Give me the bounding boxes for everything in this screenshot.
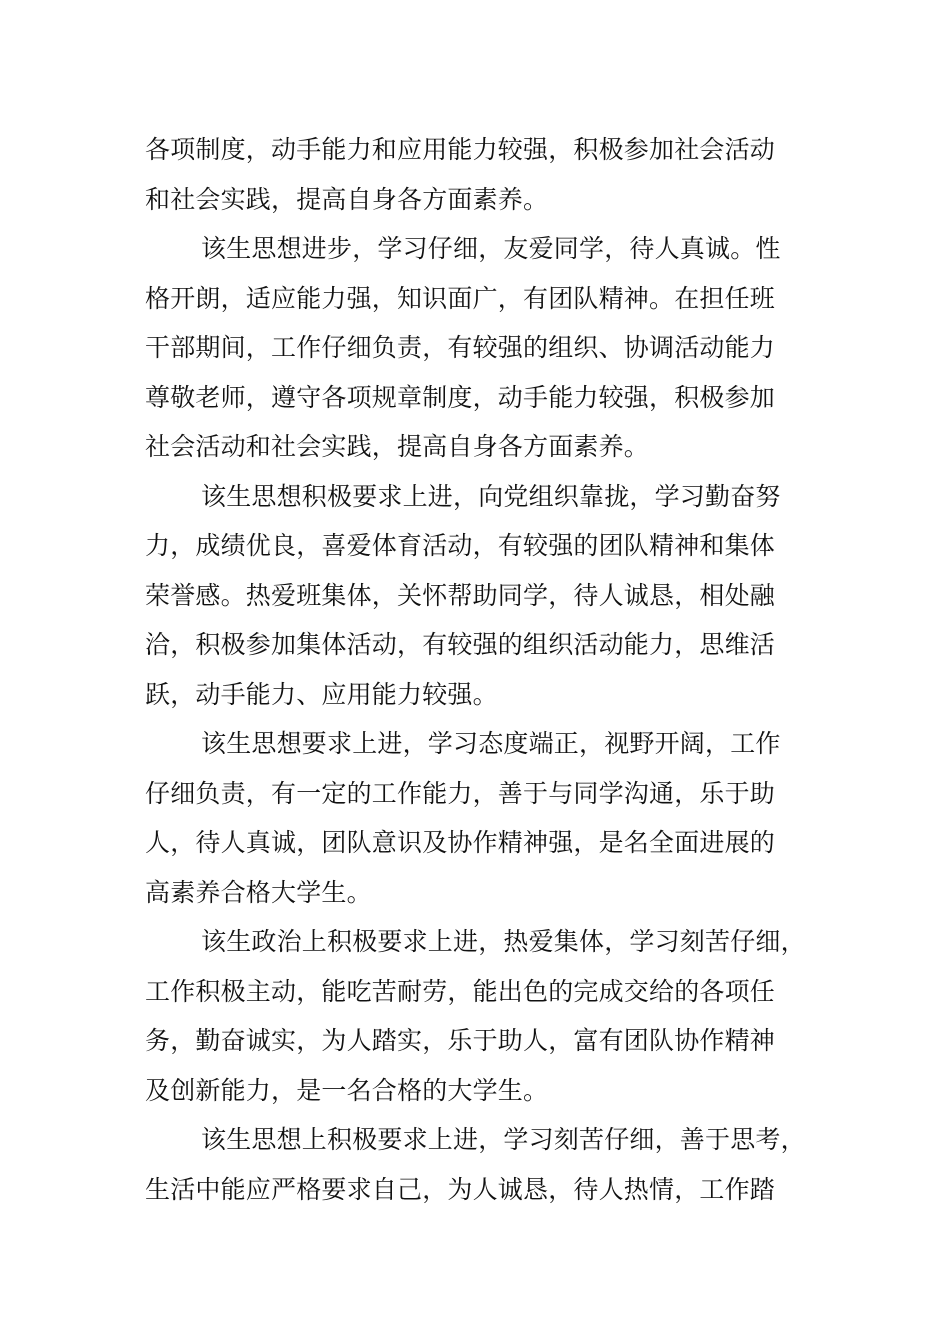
paragraph-start-line: 该生政治上积极要求上进，热爱集体，学习刻苦仔细，	[201, 927, 806, 956]
text-line: 社会活动和社会实践，提高自身各方面素养。	[145, 432, 650, 461]
text-line: 和社会实践，提高自身各方面素养。	[145, 184, 549, 214]
text-line: 工作积极主动，能吃苦耐劳，能出色的完成交给的各项任	[145, 976, 776, 1006]
text-line: 及创新能力，是一名合格的大学生。	[145, 1075, 549, 1105]
text-line: 力，成绩优良，喜爱体育活动，有较强的团队精神和集体	[145, 531, 776, 560]
paragraph-start-line: 该生思想积极要求上进，向党组织靠拢，学习勤奋努	[201, 481, 781, 511]
text-line: 务，勤奋诚实，为人踏实，乐于助人，富有团队协作精神	[145, 1026, 776, 1055]
text-line: 高素养合格大学生。	[145, 877, 372, 907]
document-body	[145, 125, 810, 1214]
text-line: 各项制度，动手能力和应用能力较强，积极参加社会活动	[145, 135, 776, 164]
paragraph-start-line: 该生思想进步，学习仔细，友爱同学，待人真诚。性	[201, 234, 781, 263]
text-line: 格开朗，适应能力强，知识面广，有团队精神。在担任班	[145, 283, 776, 313]
text-line: 人，待人真诚，团队意识及协作精神强，是名全面进展的	[145, 828, 776, 857]
text-line: 跃，动手能力、应用能力较强。	[145, 679, 498, 709]
paragraph-start-line: 该生思想要求上进，学习态度端正，视野开阔，工作	[201, 729, 781, 758]
text-line: 仔细负责，有一定的工作能力，善于与同学沟通，乐于助	[145, 778, 776, 808]
text-line: 荣誉感。热爱班集体，关怀帮助同学，待人诚恳，相处融	[145, 580, 776, 610]
paragraph-start-line: 该生思想上积极要求上进，学习刻苦仔细，善于思考，	[201, 1125, 806, 1154]
text-line: 生活中能应严格要求自己，为人诚恳，待人热情，工作踏	[145, 1174, 776, 1204]
text-line: 洽，积极参加集体活动，有较强的组织活动能力，思维活	[145, 630, 776, 659]
text-line: 尊敬老师，遵守各项规章制度，动手能力较强，积极参加	[145, 382, 776, 412]
text-line: 干部期间，工作仔细负责，有较强的组织、协调活动能力	[145, 333, 776, 362]
